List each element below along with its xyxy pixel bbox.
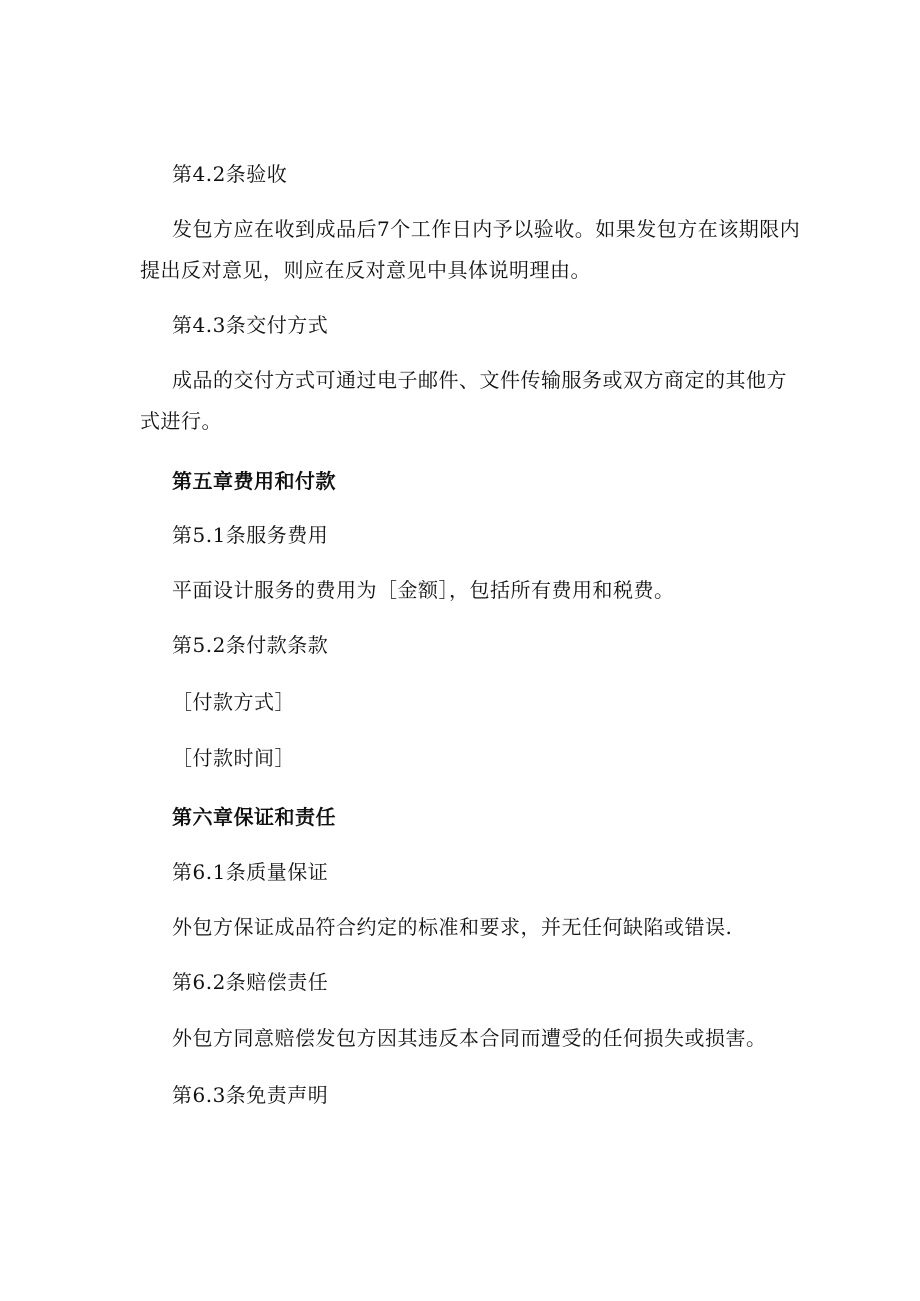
chapter-6-title: 第六章保证和责任 bbox=[172, 805, 336, 829]
section-4-3-body-line-2: 式进行。 bbox=[140, 409, 222, 433]
section-6-3-title: 第6.3条免责声明 bbox=[172, 1083, 329, 1107]
section-4-2-body-line-2: 提出反对意见，则应在反对意见中具体说明理由。 bbox=[140, 258, 591, 282]
section-6-2-title: 第6.2条赔偿责任 bbox=[172, 970, 329, 994]
section-5-2-title: 第5.2条付款条款 bbox=[172, 633, 329, 657]
chapter-5-title: 第五章费用和付款 bbox=[172, 469, 336, 493]
payment-method-placeholder: ［付款方式］ bbox=[172, 690, 295, 714]
section-5-1-body: 平面设计服务的费用为［金额］，包括所有费用和税费。 bbox=[172, 578, 675, 602]
section-6-1-body: 外包方保证成品符合约定的标准和要求，并无任何缺陷或错误. bbox=[172, 915, 733, 939]
section-4-3-body-line-1: 成品的交付方式可通过电子邮件、文件传输服务或双方商定的其他方 bbox=[172, 368, 787, 392]
section-4-2-title: 第4.2条验收 bbox=[172, 162, 288, 186]
section-4-2-body-line-1: 发包方应在收到成品后7个工作日内予以验收。如果发包方在该期限内 bbox=[172, 217, 801, 241]
section-6-1-title: 第6.1条质量保证 bbox=[172, 860, 329, 884]
section-4-3-title: 第4.3条交付方式 bbox=[172, 313, 329, 337]
payment-time-placeholder: ［付款时间］ bbox=[172, 746, 295, 770]
section-6-2-body: 外包方同意赔偿发包方因其违反本合同而遭受的任何损失或损害。 bbox=[172, 1026, 767, 1050]
section-5-1-title: 第5.1条服务费用 bbox=[172, 523, 329, 547]
